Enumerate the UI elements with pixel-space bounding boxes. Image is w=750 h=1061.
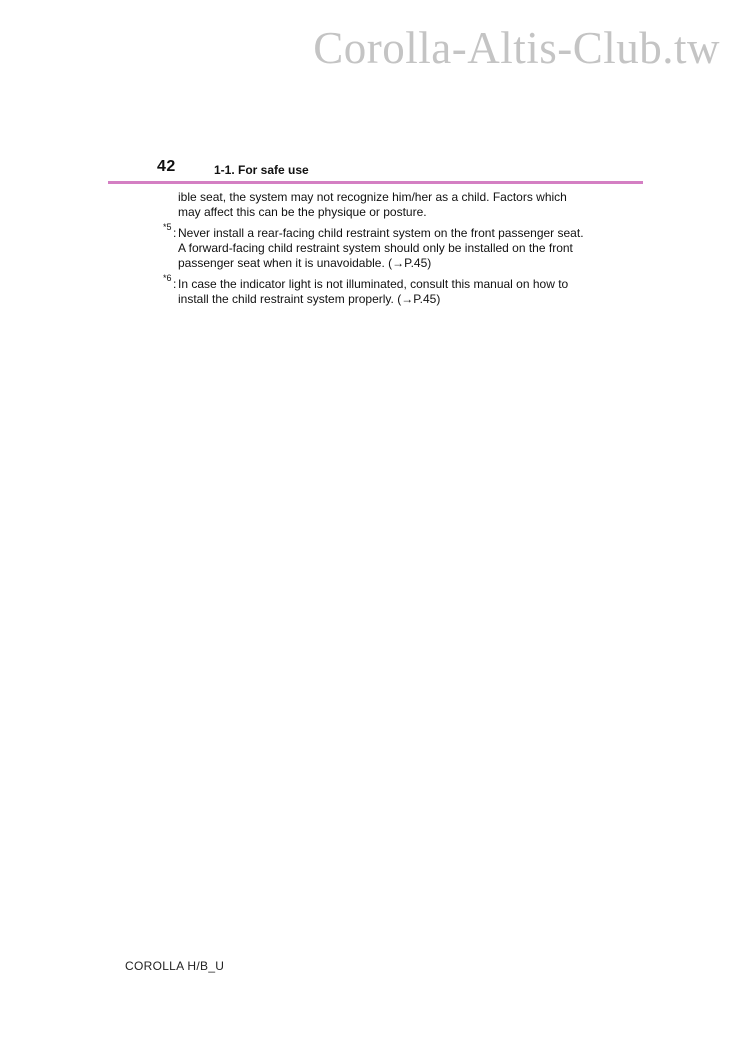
- page-number: 42: [157, 158, 176, 175]
- footnote-text: In case the indicator light is not illuminated, consult this manual on how to install the child restraint system properly. (→P.45): [178, 277, 569, 306]
- footnote-6: [163, 273, 588, 307]
- continuation-paragraph: ible seat, the system may not recognize him/her as a child. Factors which may affect this can be the physique or posture.: [178, 190, 567, 219]
- section-title: 1-1. For safe use: [214, 163, 309, 177]
- footnote-5: [163, 222, 588, 271]
- footnote-marker: *5: [163, 222, 172, 232]
- footer-code: COROLLA H/B_U: [125, 959, 225, 973]
- footnote-colon: :: [173, 277, 177, 291]
- watermark: Corolla-Altis-Club.tw: [313, 23, 720, 73]
- footnote-text: Never install a rear-facing child restraint system on the front passenger seat. A forward-facing child restraint system should only be installed on the front passenger seat when it is unavoidable. (→P.45): [178, 226, 584, 270]
- footnote-marker: *6: [163, 273, 172, 283]
- footnote-colon: :: [173, 226, 177, 240]
- body-text: [163, 190, 588, 313]
- header-rule: [108, 181, 643, 184]
